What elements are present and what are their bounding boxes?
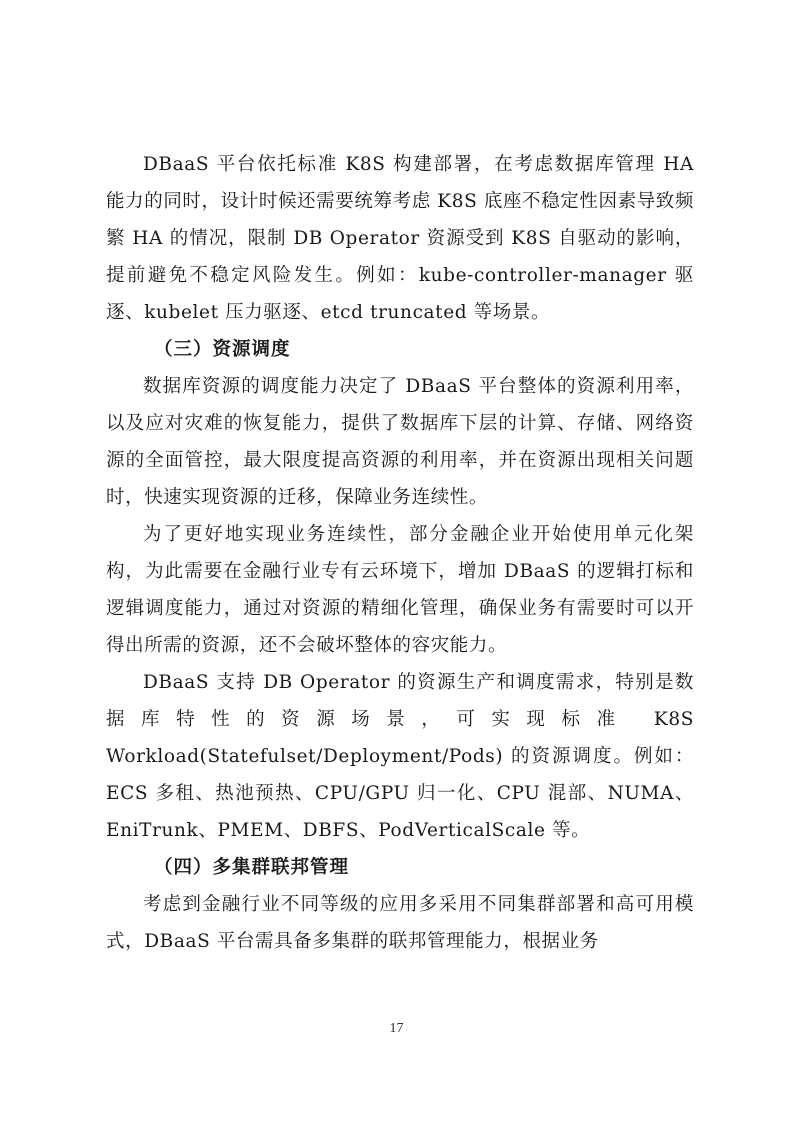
document-body (106, 146, 694, 960)
document-page (106, 0, 694, 1122)
paragraph-db-operator-scheduling: DBaaS 支持 DB Operator 的资源生产和调度需求，特别是数据库特性的资源场景，可实现标准 K8S Workload(Statefulset/Deployment/Pods) 的资源调度。例如：ECS 多租、热池预热、CPU/GPU 归一化、CPU 混部、NUMA、EniTrunk、PMEM、DBFS、PodVerticalScale 等。 (106, 672, 694, 841)
paragraph-unit-architecture: 为了更好地实现业务连续性，部分金融企业开始使用单元化架构，为此需要在金融行业专有云环境下，增加 DBaaS 的逻辑打标和逻辑调度能力，通过对资源的精细化管理，确保业务有需要时可以开得出所需的资源，还不会破坏整体的容灾能力。 (106, 524, 694, 656)
page-number: 17 (389, 1021, 404, 1036)
paragraph-multi-cluster-intro: 考虑到金融行业不同等级的应用多采用不同集群部署和高可用模式，DBaaS 平台需具备多集群的联邦管理能力，根据业务 (106, 894, 694, 952)
paragraph-k8s-ha: DBaaS 平台依托标准 K8S 构建部署，在考虑数据库管理 HA 能力的同时，设计时候还需要统筹考虑 K8S 底座不稳定性因素导致频繁 HA 的情况，限制 DB Operator 资源受到 K8S 自驱动的影响，提前避免不稳定风险发生。例如：kube-controller-manager 驱逐、kubelet 压力驱逐、etcd truncated 等场景。 (106, 154, 694, 323)
section-heading-multi-cluster: （四）多集群联邦管理 (154, 857, 350, 878)
section-heading-resource-scheduling: （三）资源调度 (154, 339, 291, 360)
paragraph-resource-scheduling-intro: 数据库资源的调度能力决定了 DBaaS 平台整体的资源利用率，以及应对灾难的恢复能力，提供了数据库下层的计算、存储、网络资源的全面管控，最大限度提高资源的利用率，并在资源出现相关问题时，快速实现资源的迁移，保障业务连续性。 (106, 376, 694, 508)
